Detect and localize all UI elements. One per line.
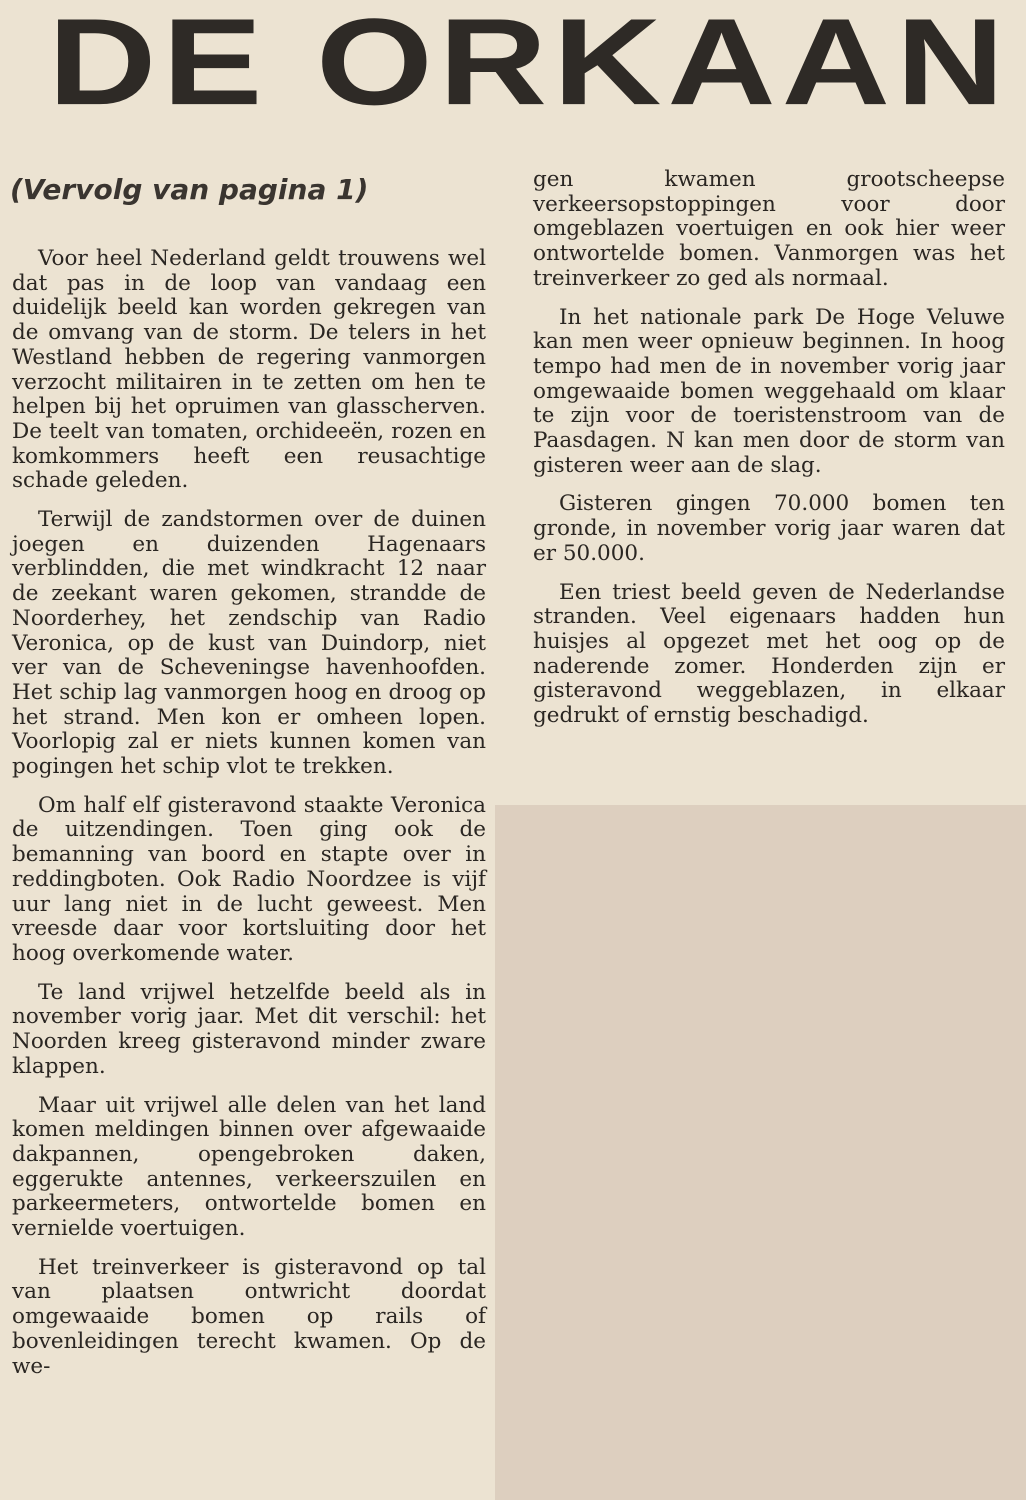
subtitle: (Vervolg van pagina 1) <box>10 173 369 206</box>
right-column <box>533 168 1005 743</box>
paragraph: Terwijl de zandstormen over de duinen joegen en duizenden Hagenaars verblindden, die met windkracht 12 naar de zeekant waren gekomen, strandde de Noorderhey, het zendschip van Radio Veronica, op de kust van Duindorp, niet ver van de Scheveningse havenhoofden. Het schip lag vanmorgen hoog en droog op het strand. Men kon er omheen lopen. Voorlopig zal er niets kunnen komen van pogingen het schip vlot te trekken. <box>12 507 486 780</box>
left-column <box>12 247 486 1393</box>
paragraph: gen kwamen grootscheepse verkeersopstoppingen voor door omgeblazen voertuigen en ook hier weer ontwortelde bomen. Vanmorgen was het treinverkeer zo ged als normaal. <box>533 167 1005 291</box>
paragraph: Om half elf gisteravond staakte Veronica de uitzendingen. Toen ging ook de bemanning van boord en stapte over in reddingboten. Ook Radio Noordzee is vijf uur lang niet in de lucht geweest. Men vreesde daar voor kortsluiting door het hoog overkomende water. <box>12 792 486 966</box>
paragraph: Een triest beeld geven de Nederlandse stranden. Veel eigenaars hadden hun huisjes al opgezet met het oog op de naderende zomer. Honderden zijn er gisteravond weggeblazen, in elkaar gedrukt of ernstig beschadigd. <box>533 579 1005 729</box>
paragraph: In het nationale park De Hoge Veluwe kan men weer opnieuw beginnen. In hoog tempo had men de in november vorig jaar omgewaaide bomen weggehaald om klaar te zijn voor de toeristenstroom van de Paasdagen. N kan men door de storm van gisteren weer aan de slag. <box>533 304 1005 478</box>
paragraph: Het treinverkeer is gisteravond op tal van plaatsen ontwricht doordat omgewaaide bomen op rails of bovenleidingen terecht kwamen. Op de we- <box>12 1254 486 1379</box>
paragraph: Te land vrijwel hetzelfde beeld als in november vorig jaar. Met dit verschil: het Noorden kreeg gisteravond minder zware klappen. <box>12 979 486 1079</box>
headline: DE ORKAAN <box>48 0 1011 131</box>
paragraph: Voor heel Nederland geldt trouwens wel dat pas in de loop van vandaag een duidelijk beeld kan worden gekregen van de omvang van de storm. De telers in het Westland hebben de regering vanmorgen verzocht militairen in te zetten om hen te helpen bij het opruimen van glasscherven. De teelt van tomaten, orchideeën, rozen en komkommers heeft een reusachtige schade geleden. <box>12 246 486 494</box>
paragraph: Maar uit vrijwel alle delen van het land komen meldingen binnen over afgewaaide dakpannen, opengebroken daken, eggerukte antennes, verkeerszuilen en parkeermeters, ontwortelde bomen en vernielde voertuigen. <box>12 1092 486 1242</box>
paragraph: Gisteren gingen 70.000 bomen ten gronde, in november vorig jaar waren dat er 50.000. <box>533 491 1005 566</box>
